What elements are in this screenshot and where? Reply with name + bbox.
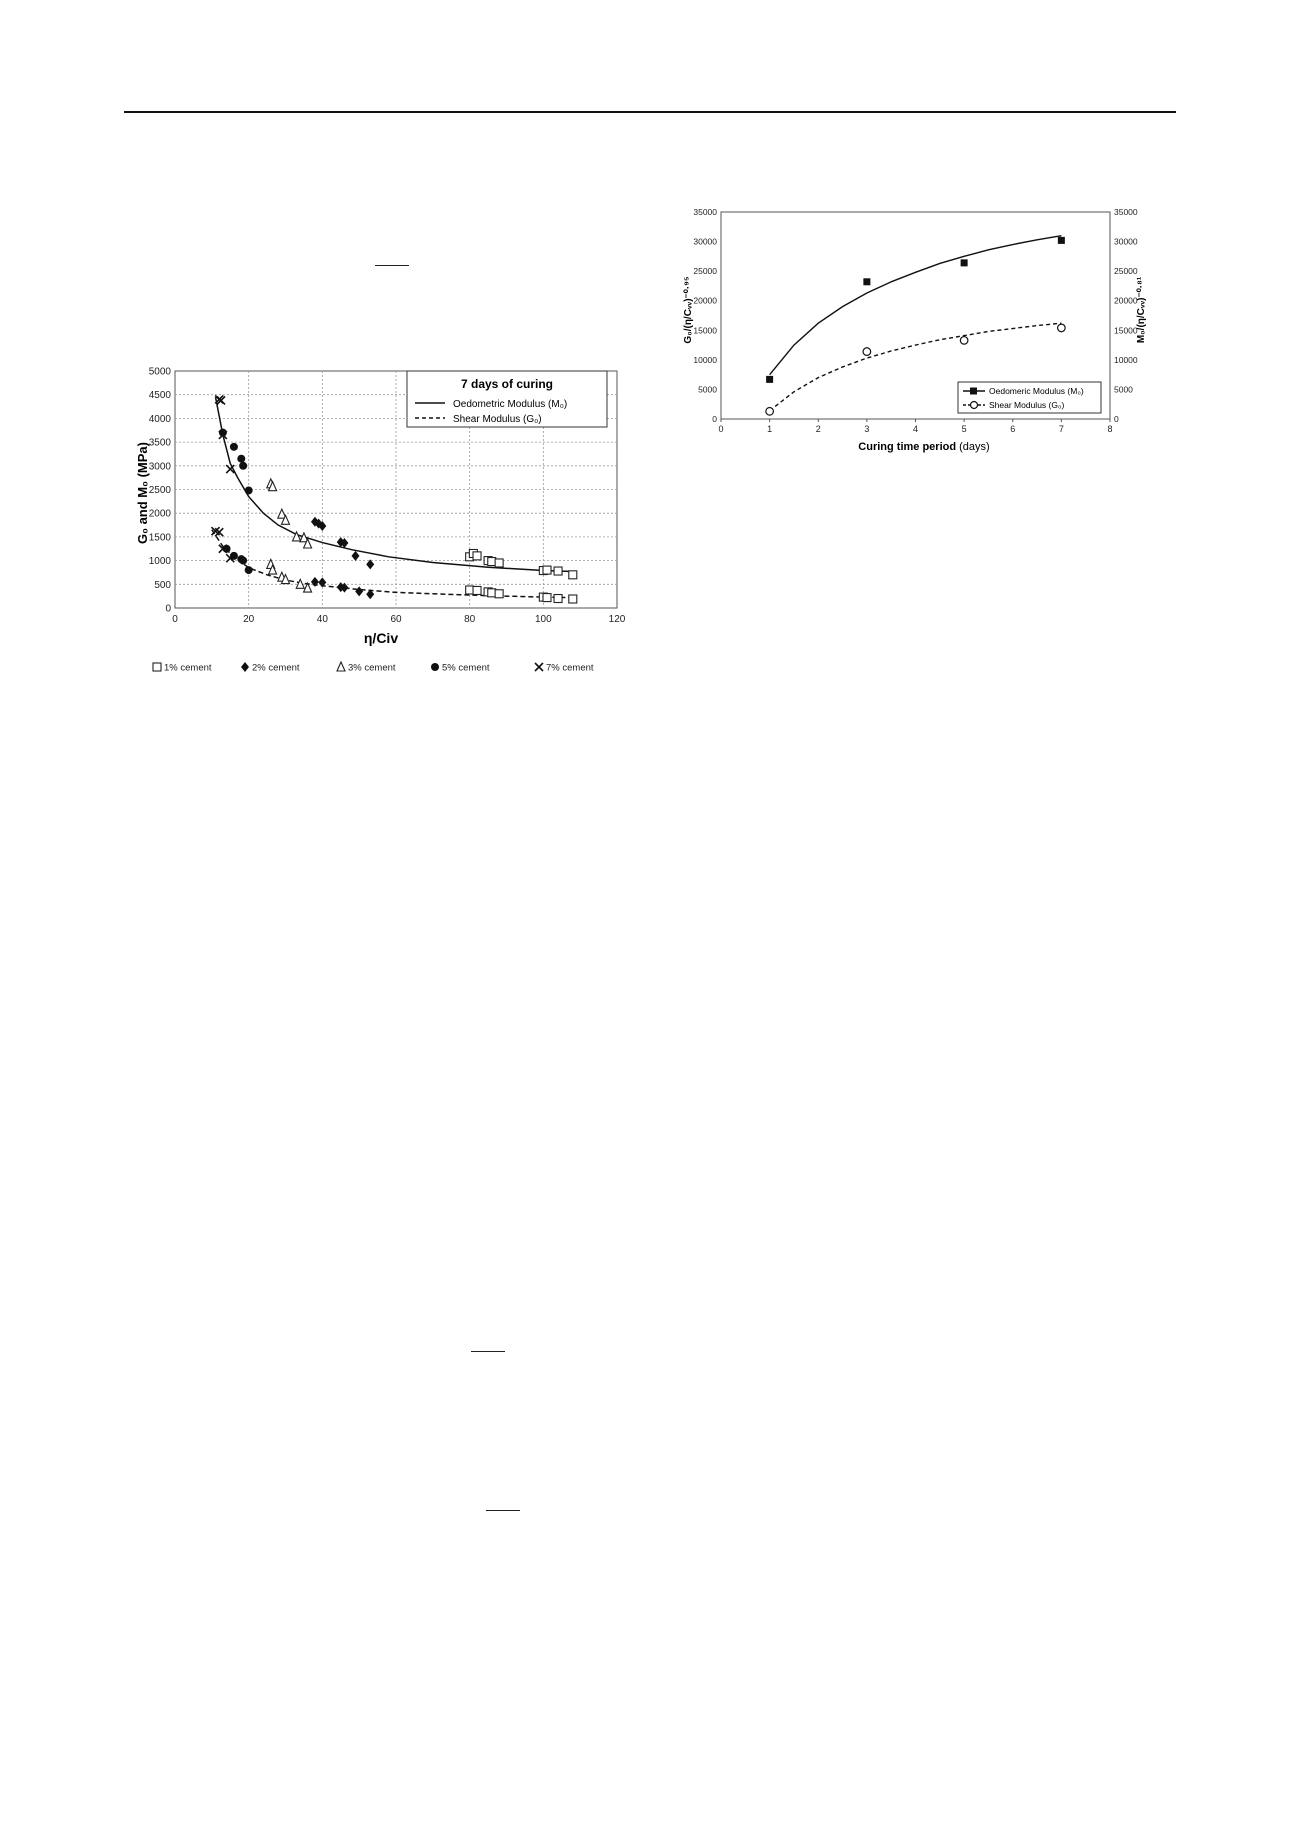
x-tick-label: 120: [608, 614, 626, 625]
x-axis-label: η/Civ: [363, 630, 399, 646]
point-5-cement: [237, 455, 245, 463]
legend-marker: [431, 663, 439, 671]
y-tick-label-left: 15000: [693, 325, 717, 336]
oedomeric-point: [1058, 237, 1065, 244]
legend-series-label: 7% cement: [546, 662, 594, 674]
point-5-cement: [230, 443, 238, 451]
point-1-cement: [495, 590, 503, 598]
y-tick-label-right: 10000: [1114, 354, 1138, 365]
chart-2-svg: [676, 200, 1152, 460]
header-rule: [124, 111, 1176, 113]
point-1-cement: [488, 558, 496, 566]
x-tick-label: 20: [243, 614, 255, 625]
y-tick-label-right: 15000: [1114, 325, 1138, 336]
x-tick-label: 6: [1010, 424, 1016, 434]
legend-item-oedomeric: Oedomeric Modulus (M₀): [989, 386, 1084, 396]
shear-point: [1058, 324, 1066, 332]
legend-series-label: 1% cement: [164, 662, 212, 674]
y-axis-label-left: G₀/(η/Cᵥᵥ)⁻⁰·⁹⁵: [683, 276, 694, 344]
x-tick-label: 2: [815, 424, 821, 434]
y-axis-label: G₀ and M₀ (MPa): [135, 442, 150, 544]
x-tick-label: 3: [864, 424, 870, 434]
y-tick-label-right: 0: [1114, 414, 1119, 424]
shear-point: [863, 348, 871, 356]
point-1-cement: [554, 595, 562, 603]
y-tick-label-left: 0: [712, 414, 717, 424]
shear-point: [960, 337, 968, 345]
point-1-cement: [543, 566, 551, 574]
x-tick-label: 0: [172, 614, 178, 625]
x-tick-label: 0: [718, 424, 724, 434]
y-tick-label: 4000: [148, 413, 171, 425]
legend-item-shear: Shear Modulus (G₀): [989, 400, 1065, 410]
y-tick-label: 3500: [148, 437, 171, 449]
chart-1-svg: [131, 358, 629, 694]
point-1-cement: [473, 552, 481, 560]
y-tick-label-right: 5000: [1114, 384, 1133, 395]
legend-marker: [337, 662, 345, 671]
y-tick-label-left: 5000: [698, 384, 717, 395]
y-axis-label-right: M₀/(η/Cᵥᵥ)⁻⁰·⁸¹: [1136, 276, 1147, 344]
x-tick-label: 100: [534, 614, 552, 625]
point-1-cement: [495, 559, 503, 567]
y-tick-label: 4500: [148, 390, 171, 402]
series-legend: [153, 662, 594, 674]
point-1-cement: [488, 589, 496, 597]
legend-series-label: 3% cement: [348, 662, 396, 674]
x-tick-label: 40: [316, 614, 328, 625]
oedomeric-point: [863, 278, 870, 285]
legend-marker: [535, 663, 543, 671]
point-5-cement: [245, 566, 253, 574]
point-1-cement: [569, 571, 577, 579]
y-tick-label-right: 30000: [1114, 236, 1138, 247]
point-1-cement: [473, 586, 481, 594]
point-1-cement: [569, 595, 577, 603]
y-tick-label-right: 35000: [1114, 207, 1138, 217]
y-tick-label-right: 25000: [1114, 266, 1138, 277]
y-tick-label: 5000: [148, 366, 171, 378]
legend: [958, 382, 1101, 413]
x-tick-label: 7: [1058, 424, 1064, 434]
x-tick-label: 4: [912, 424, 919, 434]
oedomeric-point: [766, 376, 773, 383]
oedomeric-point: [961, 259, 968, 266]
legend-item-oedometric: Oedometric Modulus (M₀): [453, 399, 568, 410]
x-tick-label: 80: [464, 614, 476, 625]
chart-7-days-curing: [131, 358, 629, 694]
y-tick-label: 500: [154, 579, 171, 591]
x-tick-label: 8: [1107, 424, 1113, 434]
legend-series-label: 5% cement: [442, 662, 490, 674]
point-5-cement: [239, 462, 247, 470]
y-tick-label-right: 20000: [1114, 295, 1138, 306]
point-1-cement: [554, 567, 562, 575]
chart-curing-time: [676, 200, 1152, 460]
legend-title: 7 days of curing: [460, 377, 554, 391]
point-1-cement: [466, 586, 474, 594]
legend-marker: [241, 662, 249, 672]
point-5-cement: [239, 557, 247, 565]
x-axis-label: Curing time period (days): [858, 441, 990, 453]
y-tick-label-left: 25000: [693, 266, 717, 277]
y-tick-label: 2500: [148, 485, 171, 496]
point-5-cement: [245, 486, 253, 494]
x-tick-label: 1: [767, 424, 773, 434]
y-tick-label: 3000: [148, 461, 171, 473]
equation-fraction-bar: [486, 1510, 520, 1511]
y-tick-label-left: 30000: [693, 236, 717, 247]
y-tick-label: 0: [165, 603, 171, 615]
y-tick-label-left: 20000: [693, 295, 717, 306]
y-tick-label: 1000: [148, 556, 171, 568]
equation-fraction-bar: [471, 1351, 505, 1352]
legend-item-shear: Shear Modulus (G₀): [453, 414, 542, 425]
y-tick-label: 2000: [148, 508, 171, 520]
equation-fraction-bar: [375, 265, 409, 266]
legend: [407, 371, 607, 427]
legend-marker: [153, 663, 161, 671]
legend-series-label: 2% cement: [252, 662, 300, 674]
y-tick-label-left: 10000: [693, 354, 717, 365]
point-1-cement: [543, 594, 551, 602]
y-tick-label-left: 35000: [693, 207, 717, 217]
y-tick-label: 1500: [148, 532, 171, 544]
x-tick-label: 5: [961, 424, 967, 434]
x-tick-label: 60: [390, 614, 402, 625]
shear-point: [766, 408, 774, 416]
